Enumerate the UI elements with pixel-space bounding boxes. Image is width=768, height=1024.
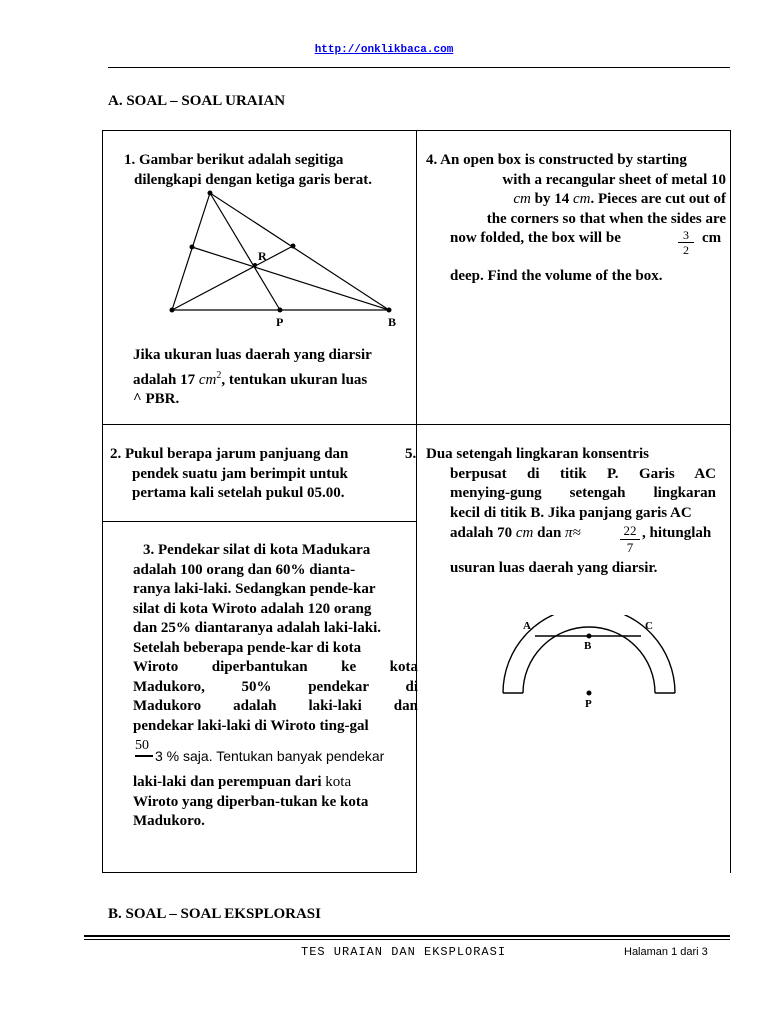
- q4-line6: deep. Find the volume of the box.: [450, 268, 663, 284]
- q5-line5-c: dan: [537, 525, 562, 541]
- median-from-right: [192, 247, 389, 310]
- q1-line1: 1. Gambar berikut adalah segitiga: [124, 152, 344, 168]
- q4-fraction-den: 2: [678, 242, 694, 257]
- q5-line6: usuran luas daerah yang diarsir.: [450, 560, 658, 576]
- q1-line2: dilengkapi dengan ketiga garis berat.: [134, 171, 372, 188]
- q4-line3-d: . Pieces are cut out of: [590, 191, 726, 207]
- q5-line2: berpusat di titik P. Garis AC: [450, 465, 716, 482]
- q2-line2: pendek suatu jam berimpit untuk: [132, 465, 348, 482]
- q3-fraction-rest: 3 % saja. Tentukan banyak pendekar: [155, 748, 385, 764]
- label-c: C: [645, 620, 653, 632]
- footer-rule-thick: [84, 935, 730, 937]
- q5-fraction-den: 7: [620, 539, 640, 556]
- q3-line10: pendekar laki-laki di Wiroto ting-gal: [133, 717, 369, 734]
- table-right-border: [730, 130, 731, 873]
- q4-line5: now folded, the box will be: [450, 230, 621, 246]
- q3-line1: 3. Pendekar silat di kota Madukara: [143, 542, 371, 558]
- q3-line2: adalah 100 orang dan 60% dianta-: [133, 561, 356, 578]
- header-url[interactable]: http://onklikbaca.com: [314, 44, 454, 56]
- vertex-left-point: [170, 308, 175, 313]
- q1-text3: ^ PBR.: [133, 391, 180, 407]
- q5-line3: menying-gung setengah lingkaran: [450, 485, 716, 501]
- q5-line5-e: , hitunglah: [642, 525, 712, 541]
- q5-line5-unit: cm: [515, 525, 534, 541]
- q4-line3-b: by 14: [530, 191, 573, 207]
- q4-line4: the corners so that when the sides are: [486, 210, 726, 227]
- q1-exponent: 2: [216, 369, 222, 381]
- q2-line1: 2. Pukul berapa jarum panjuang dan: [110, 446, 349, 462]
- vertex-b-point: [387, 308, 392, 313]
- label-b2: B: [584, 640, 592, 652]
- q5-line5-pi: π≈: [565, 525, 581, 541]
- midpoint-right-side: [291, 244, 296, 249]
- q1-question-text: [133, 346, 403, 410]
- q3-line6: Setelah beberapa pende-kar di kota: [133, 639, 362, 656]
- question-5: [426, 445, 716, 523]
- label-p2: P: [585, 698, 592, 710]
- q4-line1: 4. An open box is constructed by starting: [426, 152, 687, 168]
- table-middle-border: [416, 130, 417, 873]
- q4-line5-unit: cm: [702, 230, 722, 246]
- midpoint-left-side: [190, 245, 195, 250]
- q3-fraction-bar: [135, 755, 153, 757]
- q4-line3-unit2: cm: [572, 191, 591, 207]
- footer-title: TES URAIAN DAN EKSPLORASI: [301, 945, 507, 959]
- label-a: A: [523, 620, 531, 632]
- q3-line8: Madukoro, 50% pendekar di: [133, 678, 418, 695]
- table-row2-border: [102, 521, 416, 522]
- point-r: [253, 263, 257, 267]
- question-2: [110, 445, 410, 504]
- question-4: [426, 151, 726, 229]
- q5-number: 5.: [405, 446, 417, 462]
- q2-line3: pertama kali setelah pukul 05.00.: [132, 485, 345, 501]
- q4-fraction-num: 3: [683, 228, 689, 242]
- q4-line3-unit1: cm: [513, 191, 531, 207]
- table-bottom-border: [102, 872, 416, 873]
- q3-line14: Madukoro.: [133, 813, 205, 829]
- q3-line12b: kota: [325, 774, 352, 790]
- q5-line5-row: [450, 524, 581, 544]
- header-rule: [108, 67, 730, 68]
- q5-fraction: [620, 523, 640, 556]
- q3-line3: ranya laki-laki. Sedangkan pende-kar: [133, 581, 376, 597]
- point-b: [587, 634, 592, 639]
- q4-line2: with a recangular sheet of metal 10: [502, 171, 726, 188]
- q1-unit: cm: [198, 371, 217, 388]
- footer-rule-thin: [84, 939, 730, 940]
- label-p: P: [276, 315, 284, 329]
- vertex-top-point: [208, 191, 213, 196]
- q5-fraction-num: 22: [623, 523, 637, 538]
- triangle-diagram: [160, 185, 410, 335]
- q5-line1: Dua setengah lingkaran konsentris: [426, 446, 649, 462]
- q4-fraction: [678, 228, 694, 257]
- footer-page-number: Halaman 1 dari 3: [624, 946, 708, 958]
- q3-line13: Wiroto yang diperban-tukan ke kota: [133, 793, 369, 810]
- median-from-top: [210, 193, 280, 310]
- table-row1-border: [102, 424, 730, 425]
- question-3: [133, 541, 418, 736]
- label-r: R: [258, 249, 267, 263]
- section-b-title: B. SOAL – SOAL EKSPLORASI: [108, 906, 321, 922]
- q3-line12a: laki-laki dan perempuan dari: [133, 774, 322, 790]
- point-p: [278, 308, 283, 313]
- q5-line4: kecil di titik B. Jika panjang garis AC: [450, 504, 692, 521]
- q1-text2b: , tentukan ukuran luas: [221, 371, 368, 388]
- q1-text1: Jika ukuran luas daerah yang diarsir: [133, 347, 372, 363]
- section-a-title: A. SOAL – SOAL URAIAN: [108, 93, 286, 109]
- q3-line4: silat di kota Wiroto adalah 120 orang: [133, 600, 372, 617]
- q3-line5: dan 25% diantaranya adalah laki-laki.: [133, 620, 381, 636]
- table-left-border: [102, 130, 103, 873]
- q3-line7: Wiroto diperbantukan ke kota: [133, 659, 418, 675]
- label-b: B: [388, 315, 397, 329]
- q3-line9: Madukoro adalah laki-laki dan: [133, 698, 418, 714]
- q3-tail: [133, 773, 408, 832]
- semicircle-diagram: [495, 615, 685, 715]
- q1-text2a: adalah 17: [133, 371, 196, 388]
- q3-fraction-num: 50: [135, 738, 149, 753]
- q5-line5-a: adalah 70: [450, 525, 513, 541]
- point-p-center: [587, 691, 592, 696]
